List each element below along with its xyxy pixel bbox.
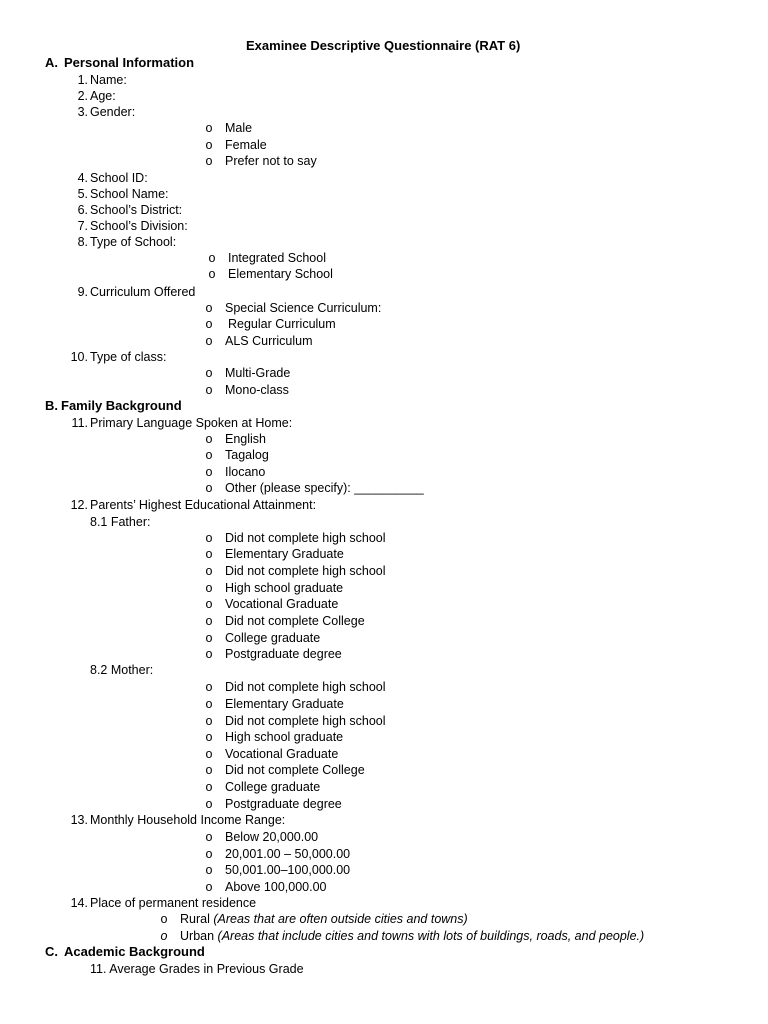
question-number: 7. xyxy=(77,219,88,233)
bullet-icon: o xyxy=(205,614,213,628)
option-label: Tagalog xyxy=(225,448,269,462)
bullet-icon: o xyxy=(205,448,213,462)
bullet-icon: o xyxy=(205,317,213,331)
option-label: ALS Curriculum xyxy=(225,334,313,348)
option-label: Regular Curriculum xyxy=(228,317,336,331)
bullet-icon: o xyxy=(205,138,213,152)
question-text: Type of School: xyxy=(90,235,177,249)
option-label: Did not complete College xyxy=(225,614,365,628)
question-text: Primary Language Spoken at Home: xyxy=(90,416,293,430)
section-label: Personal Information xyxy=(64,55,195,70)
question-number: 1. xyxy=(77,73,88,87)
bullet-icon: o xyxy=(205,697,213,711)
question-text: Gender: xyxy=(90,105,136,119)
bullet-icon: o xyxy=(205,597,213,611)
bullet-icon: o xyxy=(205,564,213,578)
bullet-icon: o xyxy=(205,366,213,380)
question-text: Monthly Household Income Range: xyxy=(90,813,286,827)
question-number: 6. xyxy=(77,203,88,217)
section-letter: A. xyxy=(45,55,58,70)
section-label: Academic Background xyxy=(64,944,205,959)
question-c-11: 11. Average Grades in Previous Grade xyxy=(90,962,304,976)
option-label: Ilocano xyxy=(225,465,266,479)
option-label xyxy=(180,928,644,944)
option-label: Integrated School xyxy=(228,251,326,265)
question-text: Parents’ Highest Educational Attainment: xyxy=(90,498,317,512)
question-number: 5. xyxy=(77,187,88,201)
option-label: Elementary Graduate xyxy=(225,547,344,561)
question-number: 9. xyxy=(77,285,88,299)
bullet-icon: o xyxy=(205,301,213,315)
bullet-icon: o xyxy=(205,465,213,479)
option-label: College graduate xyxy=(225,631,321,645)
option-label xyxy=(180,911,468,927)
option-label: Elementary Graduate xyxy=(225,697,344,711)
option-name: Rural xyxy=(180,912,210,926)
bullet-icon: o xyxy=(205,880,213,894)
bullet-icon: o xyxy=(205,797,213,811)
option-label: Postgraduate degree xyxy=(225,797,342,811)
bullet-icon: o xyxy=(160,912,168,926)
option-label: Female xyxy=(225,138,267,152)
mother-sublabel: 8.2 Mother: xyxy=(90,663,154,677)
question-text: School’s Division: xyxy=(90,219,188,233)
father-sublabel: 8.1 Father: xyxy=(90,515,151,529)
bullet-icon: o xyxy=(208,267,216,281)
question-number: 10. xyxy=(70,350,88,364)
option-label: Elementary School xyxy=(228,267,333,281)
question-number: 11. xyxy=(71,416,88,430)
question-number: 3. xyxy=(77,105,88,119)
question-number: 4. xyxy=(77,171,88,185)
option-label: Mono-class xyxy=(225,383,289,397)
bullet-icon: o xyxy=(205,680,213,694)
option-label: Special Science Curriculum: xyxy=(225,301,382,315)
option-label: Male xyxy=(225,121,253,135)
option-label: Did not complete College xyxy=(225,763,365,777)
option-label: College graduate xyxy=(225,780,321,794)
option-label: Below 20,000.00 xyxy=(225,830,319,844)
option-label: Did not complete high school xyxy=(225,680,386,694)
question-text: Curriculum Offered xyxy=(90,285,196,299)
option-label: Vocational Graduate xyxy=(225,747,339,761)
bullet-icon: o xyxy=(205,121,213,135)
page-title: Examinee Descriptive Questionnaire (RAT 6) xyxy=(246,38,521,53)
bullet-icon: o xyxy=(205,647,213,661)
question-text: Name: xyxy=(90,73,127,87)
question-text: School ID: xyxy=(90,171,148,185)
bullet-icon: o xyxy=(160,929,168,943)
option-label: High school graduate xyxy=(225,730,344,744)
option-label: Vocational Graduate xyxy=(225,597,339,611)
question-text: Age: xyxy=(90,89,116,103)
question-number: 8. xyxy=(77,235,88,249)
bullet-icon: o xyxy=(208,251,216,265)
bullet-icon: o xyxy=(205,481,213,495)
option-label: Did not complete high school xyxy=(225,531,386,545)
option-label: Did not complete high school xyxy=(225,564,386,578)
question-number: 13. xyxy=(70,813,88,827)
option-label: Postgraduate degree xyxy=(225,647,342,661)
bullet-icon: o xyxy=(205,730,213,744)
question-number: 12. xyxy=(70,498,88,512)
question-text: Place of permanent residence xyxy=(90,896,257,910)
bullet-icon: o xyxy=(205,863,213,877)
bullet-icon: o xyxy=(205,780,213,794)
option-label: High school graduate xyxy=(225,581,344,595)
question-text: School Name: xyxy=(90,187,169,201)
bullet-icon: o xyxy=(205,763,213,777)
bullet-icon: o xyxy=(205,847,213,861)
option-note: (Areas that include cities and towns with lots of buildings, roads, and people.) xyxy=(217,929,645,943)
question-number: 14. xyxy=(70,896,88,910)
option-note: (Areas that are often outside cities and towns) xyxy=(213,912,468,926)
option-label: Multi-Grade xyxy=(225,366,291,380)
bullet-icon: o xyxy=(205,547,213,561)
bullet-icon: o xyxy=(205,531,213,545)
option-name: Urban xyxy=(180,929,215,943)
bullet-icon: o xyxy=(205,830,213,844)
bullet-icon: o xyxy=(205,581,213,595)
section-label: Family Background xyxy=(61,398,182,413)
question-text: School’s District: xyxy=(90,203,183,217)
bullet-icon: o xyxy=(205,154,213,168)
option-label: Prefer not to say xyxy=(225,154,317,168)
option-label: 20,001.00 – 50,000.00 xyxy=(225,847,351,861)
bullet-icon: o xyxy=(205,334,213,348)
bullet-icon: o xyxy=(205,747,213,761)
option-label: 50,001.00–100,000.00 xyxy=(225,863,351,877)
question-text: Type of class: xyxy=(90,350,167,364)
option-label: Did not complete high school xyxy=(225,714,386,728)
bullet-icon: o xyxy=(205,432,213,446)
option-label: Other (please specify): __________ xyxy=(225,481,424,495)
bullet-icon: o xyxy=(205,714,213,728)
option-label: English xyxy=(225,432,266,446)
question-number: 2. xyxy=(77,89,88,103)
bullet-icon: o xyxy=(205,383,213,397)
section-letter: C. xyxy=(45,944,58,959)
section-letter: B. xyxy=(45,398,58,413)
bullet-icon: o xyxy=(205,631,213,645)
option-label: Above 100,000.00 xyxy=(225,880,327,894)
